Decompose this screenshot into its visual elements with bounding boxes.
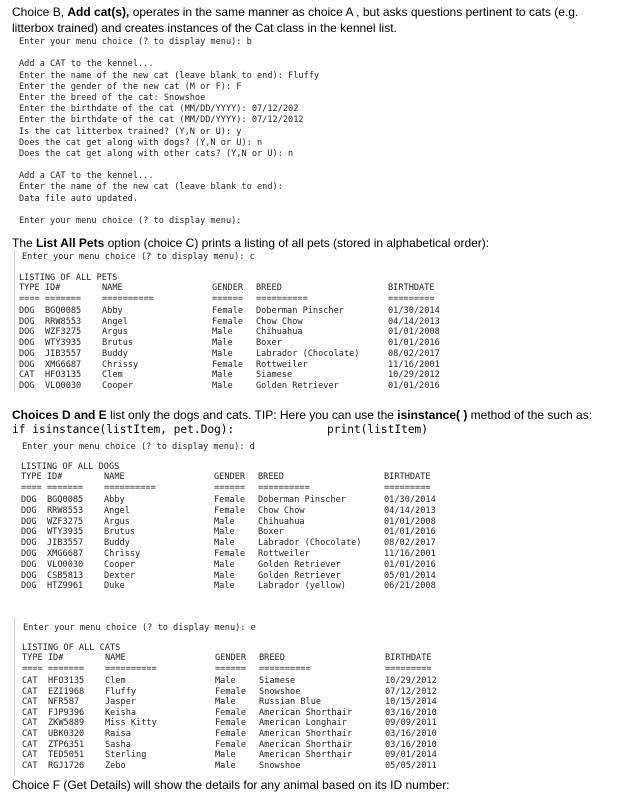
table-cell: XMG6687 — [47, 549, 84, 559]
terminal-line: Data file auto updated. — [19, 193, 138, 204]
column-separator: ==== ======= — [21, 483, 84, 493]
table-cell: Male — [212, 338, 233, 349]
column-separator: ========== — [259, 664, 311, 674]
column-header: NAME — [102, 283, 123, 293]
intro-bold: Add cat(s), — [67, 5, 130, 19]
table-cell: Chihuahua — [256, 327, 303, 338]
column-separator: ========== — [102, 294, 154, 304]
table-cell: 01/30/2014 — [384, 495, 436, 505]
table-cell: TED5051 — [48, 750, 85, 761]
table-cell: Angel — [102, 316, 128, 327]
table-cell: 01/01/2016 — [388, 338, 440, 349]
table-cell: DOG — [21, 581, 37, 592]
table-cell: 01/01/2016 — [384, 559, 436, 570]
intro-text: Choice B, — [12, 5, 68, 19]
table-cell: Rottweiler — [258, 549, 310, 559]
table-cell: Abby — [104, 495, 125, 505]
column-header: TYPE ID# — [22, 653, 64, 663]
table-cell: Argus — [102, 327, 128, 338]
table-cell: 08/02/2017 — [388, 348, 440, 359]
table-cell: Female — [214, 505, 246, 516]
column-separator: ========== — [258, 483, 310, 493]
table-cell: Clem — [102, 370, 123, 381]
table-cell: ZTP6351 — [48, 739, 85, 750]
table-cell: WTY3935 — [47, 527, 84, 538]
table-cell: CSB5813 — [47, 570, 84, 581]
table-cell: Zebo — [105, 760, 126, 771]
table-cell: BGQ0085 — [47, 495, 84, 505]
column-separator: ====== — [214, 483, 246, 493]
table-cell: Male — [214, 581, 235, 592]
terminal-line — [19, 48, 319, 59]
column-header: TYPE ID# — [21, 472, 63, 482]
table-cell: DOG — [21, 495, 37, 505]
intro-text: option (choice C) prints a listing of all pets (stored in alphabetical order): — [104, 236, 490, 250]
table-cell: Abby — [102, 306, 123, 316]
table-cell: Female — [215, 729, 247, 739]
listing-all-pets-box — [14, 250, 454, 392]
intro-text: method of the such as: — [467, 408, 593, 422]
table-cell: American Shorthair — [259, 707, 353, 718]
table-cell: Brutus — [104, 527, 136, 538]
table-cell: Female — [212, 359, 244, 370]
table-cell: Chihuahua — [258, 516, 305, 527]
table-cell: CAT — [22, 729, 38, 739]
table-cell: Clem — [105, 676, 126, 686]
table-cell: Buddy — [102, 348, 128, 359]
intro-text: The — [12, 236, 37, 250]
column-separator: ==== ======= — [19, 294, 82, 304]
table-cell: Female — [215, 739, 247, 750]
listing-heading: LISTING OF ALL CATS — [22, 643, 121, 653]
table-cell: Female — [214, 495, 246, 505]
table-cell: American Shorthair — [259, 739, 353, 750]
table-cell: 11/16/2001 — [388, 359, 440, 370]
table-cell: JIB3557 — [47, 538, 84, 549]
table-cell: 03/16/2010 — [385, 729, 437, 739]
table-cell: CAT — [22, 739, 38, 750]
code-snippet-print: print(listItem) — [327, 423, 429, 436]
terminal-line: Does the cat get along with dogs? (Y,N or U): n — [19, 137, 263, 148]
table-cell: Doberman Pinscher — [256, 306, 344, 316]
table-cell: Chow Chow — [256, 316, 303, 327]
column-header: BIRTHDATE — [385, 653, 432, 663]
terminal-line: Enter your menu choice (? to display menu): b — [19, 37, 252, 47]
column-separator: ========= — [385, 664, 432, 674]
terminal-add-cat — [19, 37, 319, 227]
table-cell: XMG6687 — [45, 359, 82, 370]
table-cell: Male — [215, 697, 236, 708]
table-cell: Male — [212, 380, 233, 391]
table-cell: 10/29/2012 — [388, 370, 440, 381]
table-cell: RGJ1726 — [48, 760, 85, 771]
table-cell: 01/30/2014 — [388, 306, 440, 316]
terminal-line: Does the cat get along with other cats? (Y,N or U): n — [19, 148, 294, 159]
table-cell: 11/16/2001 — [384, 549, 436, 559]
table-cell: CAT — [22, 676, 38, 686]
table-cell: WTY3935 — [45, 338, 82, 349]
column-separator: ====== — [215, 664, 247, 674]
table-cell: 03/16/2010 — [385, 707, 437, 718]
table-cell: Duke — [104, 581, 125, 592]
table-cell: 05/01/2014 — [384, 570, 436, 581]
listing-dogs-section — [14, 440, 454, 612]
column-separator: ========= — [384, 483, 431, 493]
table-cell: 01/01/2008 — [384, 516, 436, 527]
table-cell: VLO0030 — [47, 559, 84, 570]
table-cell: Golden Retriever — [258, 559, 341, 570]
table-cell: FJP9396 — [48, 707, 85, 718]
terminal-line: Is the cat litterbox trained? (Y,N or U): y — [19, 126, 242, 137]
terminal-line: Enter the birthdate of the cat (MM/DD/YYYY): 07/12/202 — [19, 104, 299, 115]
table-cell: DOG — [19, 380, 35, 391]
table-cell: Boxer — [256, 338, 282, 349]
column-header: GENDER — [214, 472, 246, 482]
table-cell: Male — [215, 750, 236, 761]
terminal-line: Enter the breed of the cat: Snowshoe — [19, 92, 206, 103]
table-cell: HFO3135 — [48, 676, 85, 686]
table-cell: American Shorthair — [259, 750, 353, 761]
table-cell: 06/21/2008 — [384, 581, 436, 592]
table-cell: Male — [214, 570, 235, 581]
table-cell: DOG — [19, 338, 35, 349]
table-cell: Female — [215, 686, 247, 697]
table-cell: Female — [215, 707, 247, 718]
table-cell: CAT — [19, 370, 35, 381]
table-cell: Jasper — [105, 697, 137, 708]
table-cell: Snowshoe — [259, 686, 301, 697]
table-cell: Female — [214, 549, 246, 559]
section-b-intro — [12, 4, 610, 36]
table-cell: DOG — [21, 516, 37, 527]
table-cell: Female — [215, 718, 247, 729]
table-cell: 10/29/2012 — [385, 676, 437, 686]
column-separator: ========== — [256, 294, 308, 304]
terminal-line — [19, 160, 319, 171]
terminal-line: Enter the name of the new cat (leave blank to end): — [19, 182, 283, 193]
table-cell: Male — [215, 676, 236, 686]
terminal-line: Add a CAT to the kennel... — [19, 59, 154, 70]
table-cell: Male — [214, 559, 235, 570]
terminal-line: Enter the gender of the new cat (M or F): F — [19, 81, 242, 92]
column-separator: ========= — [388, 294, 435, 304]
table-cell: 09/01/2014 — [385, 750, 437, 761]
column-header: GENDER — [212, 283, 244, 293]
listing-heading: LISTING OF ALL DOGS — [21, 462, 120, 472]
table-cell: NFR587 — [48, 697, 80, 708]
table-cell: Male — [214, 538, 235, 549]
table-cell: HFO3135 — [45, 370, 82, 381]
table-cell: Snowshoe — [259, 760, 301, 771]
section-c-intro — [12, 235, 610, 251]
table-cell: JIB3557 — [45, 348, 82, 359]
column-header: NAME — [105, 653, 126, 663]
table-cell: Chow Chow — [258, 505, 305, 516]
table-cell: Golden Retriever — [256, 380, 339, 391]
column-header: GENDER — [215, 653, 247, 663]
table-cell: HTZ9961 — [47, 581, 84, 592]
table-cell: CAT — [22, 707, 38, 718]
table-cell: Male — [214, 527, 235, 538]
table-cell: 01/01/2016 — [388, 380, 440, 391]
table-cell: Male — [212, 348, 233, 359]
column-header: TYPE ID# — [19, 283, 61, 293]
table-cell: DOG — [21, 505, 37, 516]
table-cell: 01/01/2008 — [388, 327, 440, 338]
table-cell: DOG — [19, 316, 35, 327]
listing-heading: LISTING OF ALL PETS — [19, 273, 118, 283]
table-cell: Dexter — [104, 570, 136, 581]
section-de-intro — [12, 407, 610, 423]
table-cell: 01/01/2016 — [384, 527, 436, 538]
table-cell: DOG — [19, 327, 35, 338]
intro-bold: List All Pets — [36, 236, 105, 250]
terminal-line: Enter your menu choice (? to display menu): — [19, 216, 242, 226]
terminal-line — [19, 205, 319, 216]
column-separator: ==== ======= — [22, 664, 85, 674]
table-cell: Male — [215, 760, 236, 771]
table-cell: 04/14/2013 — [384, 505, 436, 516]
table-cell: 03/16/2010 — [385, 739, 437, 750]
table-cell: Labrador (yellow) — [258, 581, 346, 592]
table-cell: Brutus — [102, 338, 134, 349]
table-cell: American Longhair — [259, 718, 347, 729]
table-cell: 09/09/2011 — [385, 718, 437, 729]
table-cell: Miss Kitty — [105, 718, 157, 729]
table-cell: CAT — [22, 760, 38, 771]
table-cell: DOG — [19, 359, 35, 370]
table-cell: American Shorthair — [259, 729, 353, 739]
table-cell: Sasha — [105, 739, 131, 750]
table-cell: DOG — [21, 559, 37, 570]
table-cell: EZI1968 — [48, 686, 85, 697]
table-cell: Female — [212, 316, 244, 327]
table-cell: Siamese — [259, 676, 296, 686]
column-header: BIRTHDATE — [384, 472, 431, 482]
intro-text: list only the dogs and cats. TIP: Here you can use the — [106, 408, 398, 422]
table-cell: VLO0030 — [45, 380, 82, 391]
table-cell: Angel — [104, 505, 130, 516]
section-f-text: Choice F (Get Details) will show the details for any animal based on its ID number: — [12, 778, 450, 792]
table-cell: DOG — [19, 348, 35, 359]
table-cell: Golden Retriever — [258, 570, 341, 581]
table-cell: RRW8553 — [47, 505, 84, 516]
table-cell: DOG — [19, 306, 35, 316]
table-cell: CAT — [22, 697, 38, 708]
terminal-line: Enter the name of the new cat (leave blank to end): Fluffy — [19, 70, 320, 81]
column-separator: ========== — [104, 483, 156, 493]
table-cell: Male — [212, 370, 233, 381]
table-cell: Keisha — [105, 707, 137, 718]
table-cell: BGQ0085 — [45, 306, 82, 316]
column-header: NAME — [104, 472, 125, 482]
table-cell: ZKW5889 — [48, 718, 85, 729]
table-cell: Chrissy — [104, 549, 141, 559]
listing-cats-box — [14, 618, 454, 776]
table-cell: Male — [214, 516, 235, 527]
code-snippet-if: if isinstance(listItem, pet.Dog): — [12, 423, 235, 436]
table-cell: Sterling — [105, 750, 147, 761]
column-header: BREED — [258, 472, 284, 482]
column-header: BIRTHDATE — [388, 283, 435, 293]
intro-bold: Choices D and E — [12, 408, 107, 422]
column-separator: ========== — [105, 664, 157, 674]
menu-prompt: Enter your menu choice (? to display menu): d — [22, 442, 255, 452]
intro-bold: isinstance( ) — [397, 408, 468, 422]
table-cell: DOG — [21, 538, 37, 549]
menu-prompt: Enter your menu choice (? to display menu): e — [23, 623, 256, 633]
table-cell: CAT — [22, 718, 38, 729]
table-cell: Chrissy — [102, 359, 139, 370]
table-cell: 05/05/2011 — [385, 760, 437, 771]
table-cell: Cooper — [104, 559, 136, 570]
table-cell: UBK0320 — [48, 729, 85, 739]
table-cell: Argus — [104, 516, 130, 527]
table-cell: Female — [212, 306, 244, 316]
column-header: BREED — [256, 283, 282, 293]
table-cell: CAT — [22, 686, 38, 697]
column-separator: ====== — [212, 294, 244, 304]
table-cell: DOG — [21, 549, 37, 559]
table-cell: Male — [212, 327, 233, 338]
table-cell: Buddy — [104, 538, 130, 549]
table-cell: Siamese — [256, 370, 293, 381]
table-cell: DOG — [21, 570, 37, 581]
table-cell: Russian Blue — [259, 697, 322, 708]
table-cell: Cooper — [102, 380, 134, 391]
table-cell: Boxer — [258, 527, 284, 538]
table-cell: Fluffy — [105, 686, 137, 697]
table-cell: DOG — [21, 527, 37, 538]
table-cell: 07/12/2012 — [385, 686, 437, 697]
table-cell: 08/02/2017 — [384, 538, 436, 549]
column-header: BREED — [259, 653, 285, 663]
table-cell: 10/15/2014 — [385, 697, 437, 708]
table-cell: Doberman Pinscher — [258, 495, 346, 505]
table-cell: CAT — [22, 750, 38, 761]
table-cell: WZF3275 — [45, 327, 82, 338]
table-cell: Rottweiler — [256, 359, 308, 370]
table-cell: Labrador (Chocolate) — [258, 538, 362, 549]
terminal-line: Add a CAT to the kennel... — [19, 171, 154, 182]
table-cell: 04/14/2013 — [388, 316, 440, 327]
intro-text: operates in the same manner as choice A , but asks questions pertinent to cats (e.g. litterbox trained) and creates instances of the Cat class in the kennel list. — [12, 5, 579, 35]
terminal-line: Enter the birthdate of the cat (MM/DD/YYYY): 07/12/2012 — [19, 115, 304, 126]
table-cell: Raisa — [105, 729, 131, 739]
table-cell: Labrador (Chocolate) — [256, 348, 360, 359]
table-cell: RRW8553 — [45, 316, 82, 327]
menu-prompt: Enter your menu choice (? to display menu): c — [22, 252, 255, 262]
table-cell: WZF3275 — [47, 516, 84, 527]
